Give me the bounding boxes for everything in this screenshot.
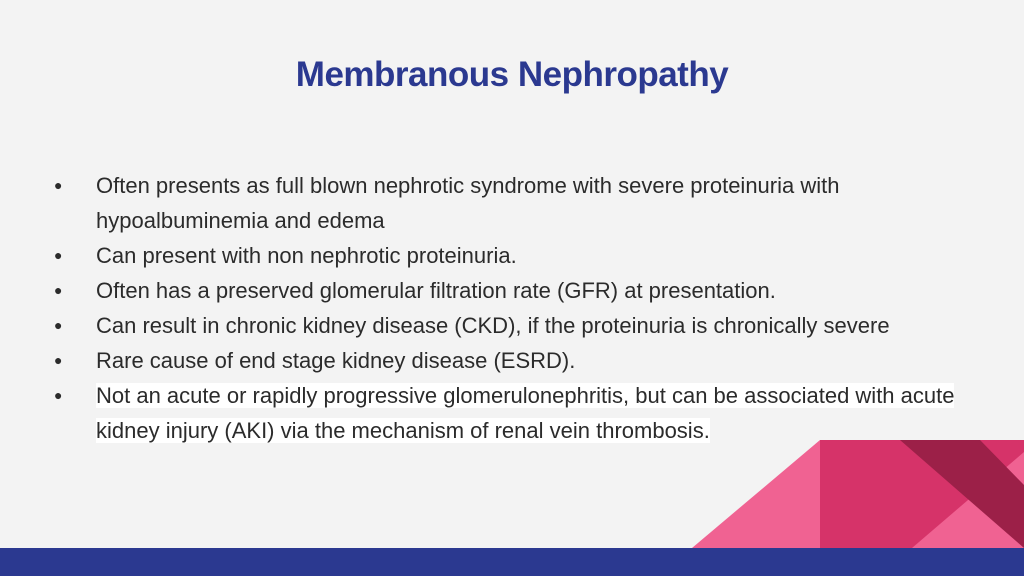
bullet-marker: ● (54, 247, 63, 263)
bullet-text: Can present with non nephrotic proteinuria. (96, 243, 517, 268)
bullet-list (52, 168, 982, 448)
bullet-item (52, 168, 982, 238)
bullet-text: Often presents as full blown nephrotic syndrome with severe proteinuria with hypoalbuminemia and edema (96, 173, 840, 233)
bullet-item (52, 378, 982, 448)
bullet-text: Rare cause of end stage kidney disease (ESRD). (96, 348, 576, 373)
footer-band (0, 548, 1024, 576)
bullet-item (52, 308, 982, 343)
bullet-item (52, 238, 982, 273)
bullet-marker: ● (54, 387, 63, 403)
slide-title: Membranous Nephropathy (295, 55, 729, 94)
bullet-marker: ● (54, 317, 63, 333)
bullet-marker: ● (54, 352, 63, 368)
accent-triangle-light (692, 440, 820, 548)
bullet-text: Not an acute or rapidly progressive glomerulonephritis, but can be associated with acute kidney injury (AKI) via the mechanism of renal vein thrombosis. (96, 383, 955, 443)
bullet-marker: ● (54, 282, 63, 298)
bullet-text: Often has a preserved glomerular filtration rate (GFR) at presentation. (96, 278, 776, 303)
bullet-marker: ● (54, 177, 63, 193)
bullet-item (52, 273, 982, 308)
bullet-text: Can result in chronic kidney disease (CKD), if the proteinuria is chronically severe (96, 313, 890, 338)
bullet-item (52, 343, 982, 378)
